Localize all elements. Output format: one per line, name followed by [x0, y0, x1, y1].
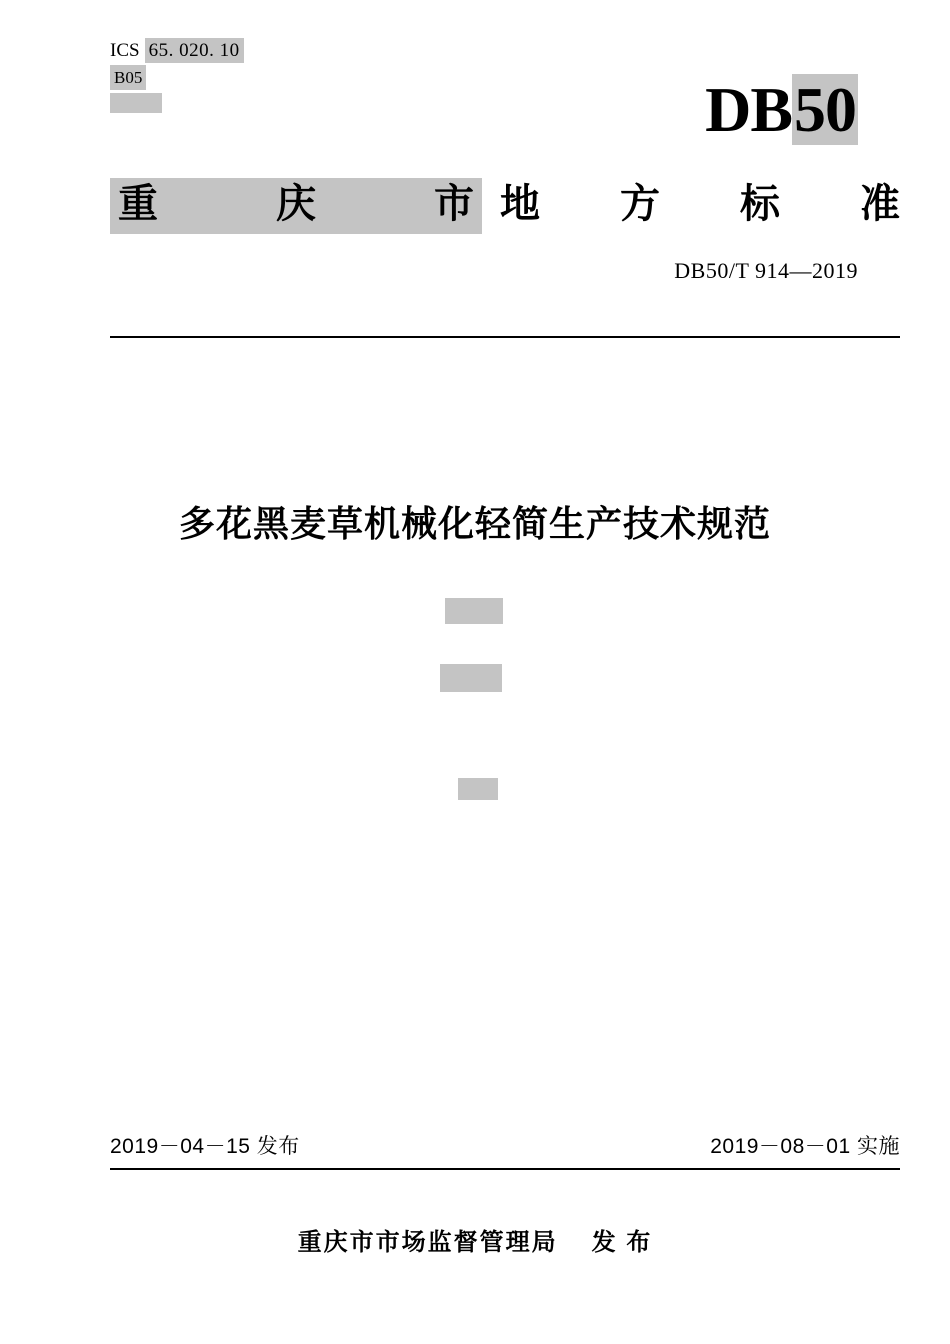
standard-series-logo	[705, 74, 858, 145]
classification-line	[110, 63, 244, 90]
standard-kind-rest	[482, 178, 900, 234]
issue-date: 2019－04－15 发布	[110, 1135, 300, 1158]
standard-kind-char-2: 市	[434, 182, 474, 226]
ics-label: ICS	[110, 40, 140, 61]
implement-date: 2019－08－01 实施	[710, 1135, 900, 1158]
standard-kind-char-3: 地	[500, 182, 540, 226]
ics-block	[110, 38, 244, 113]
issuer-name: 重庆市市场监督管理局	[297, 1229, 558, 1256]
footer-divider	[110, 1168, 900, 1170]
redacted-bar	[110, 93, 162, 113]
standard-kind-char-0: 重	[118, 182, 158, 226]
standard-series-suffix: 50	[794, 74, 856, 145]
classification-code: B05	[110, 65, 146, 90]
standard-number: DB50/T 914—2019	[674, 258, 858, 283]
header-divider	[110, 336, 900, 338]
ics-value: 65. 020. 10	[145, 38, 244, 63]
standard-kind-heading	[110, 178, 900, 234]
date-row	[110, 1130, 900, 1160]
redacted-block-1	[445, 598, 503, 624]
standard-kind-region	[110, 178, 482, 234]
issuer-action: 发 布	[591, 1229, 653, 1256]
issuer-line	[0, 1222, 950, 1257]
standard-kind-char-4: 方	[620, 182, 660, 226]
standard-series-prefix: DB	[705, 74, 792, 145]
standard-kind-char-5: 标	[740, 182, 780, 226]
standard-kind-char-6: 准	[860, 182, 900, 226]
redacted-block-3	[458, 778, 498, 800]
redacted-block-2	[440, 664, 502, 692]
page-title: 多花黑麦草机械化轻简生产技术规范	[178, 503, 771, 544]
standard-kind-char-1: 庆	[276, 182, 316, 226]
ics-line	[110, 38, 244, 63]
